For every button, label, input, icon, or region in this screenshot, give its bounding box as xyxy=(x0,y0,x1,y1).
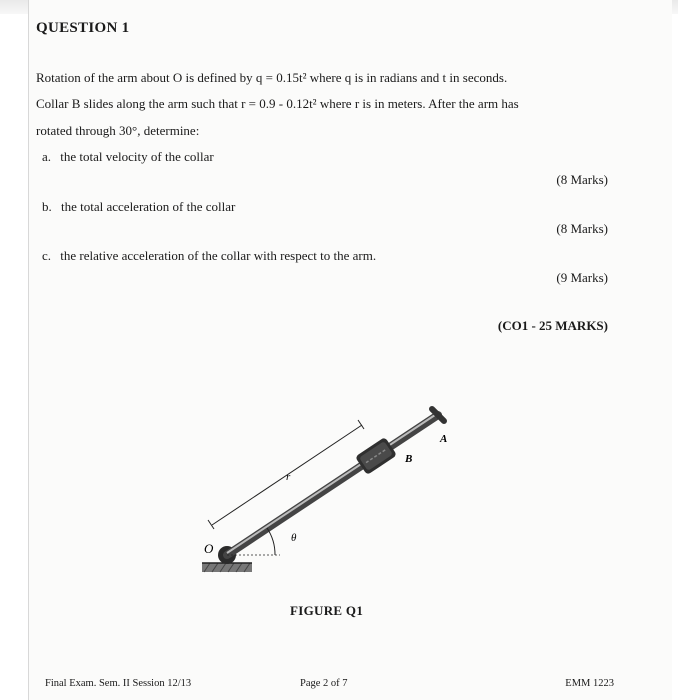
label-r: r xyxy=(286,471,291,483)
part-b xyxy=(42,197,235,217)
part-c-text: the relative acceleration of the collar with respect to the arm. xyxy=(60,248,377,263)
part-c-label: c. xyxy=(42,248,52,263)
footer-course: EMM 1223 xyxy=(565,678,614,689)
part-b-text: the total acceleration of the collar xyxy=(61,199,236,214)
footer-exam: Final Exam. Sem. II Session 12/13 xyxy=(45,678,192,689)
part-a-label: a. xyxy=(42,149,52,164)
label-b: B xyxy=(405,453,413,465)
part-b-marks: (8 Marks) xyxy=(556,221,608,236)
part-c xyxy=(42,246,376,266)
footer-page: Page 2 of 7 xyxy=(300,678,348,689)
label-a: A xyxy=(440,433,448,445)
part-a-text: the total velocity of the collar xyxy=(60,149,214,164)
question-heading: QUESTION 1 xyxy=(36,20,130,36)
figure-diagram xyxy=(190,400,470,585)
label-theta: θ xyxy=(291,532,297,544)
total-marks: (CO1 - 25 MARKS) xyxy=(497,318,608,333)
ground-support xyxy=(202,563,252,572)
question-line-1: Rotation of the arm about O is defined by q = 0.15t² where q is in radians and t in seconds. xyxy=(36,70,508,85)
part-b-label: b. xyxy=(42,199,52,214)
figure-caption: FIGURE Q1 xyxy=(290,603,364,618)
part-a xyxy=(42,147,214,167)
question-line-2: Collar B slides along the arm such that r = 0.9 - 0.12t² where r is in meters. After the arm has xyxy=(36,96,519,111)
part-a-marks: (8 Marks) xyxy=(556,172,608,187)
arm-rod xyxy=(227,415,438,555)
question-line-3: rotated through 30°, determine: xyxy=(36,123,200,138)
label-o: O xyxy=(204,541,214,556)
part-c-marks: (9 Marks) xyxy=(556,270,608,285)
